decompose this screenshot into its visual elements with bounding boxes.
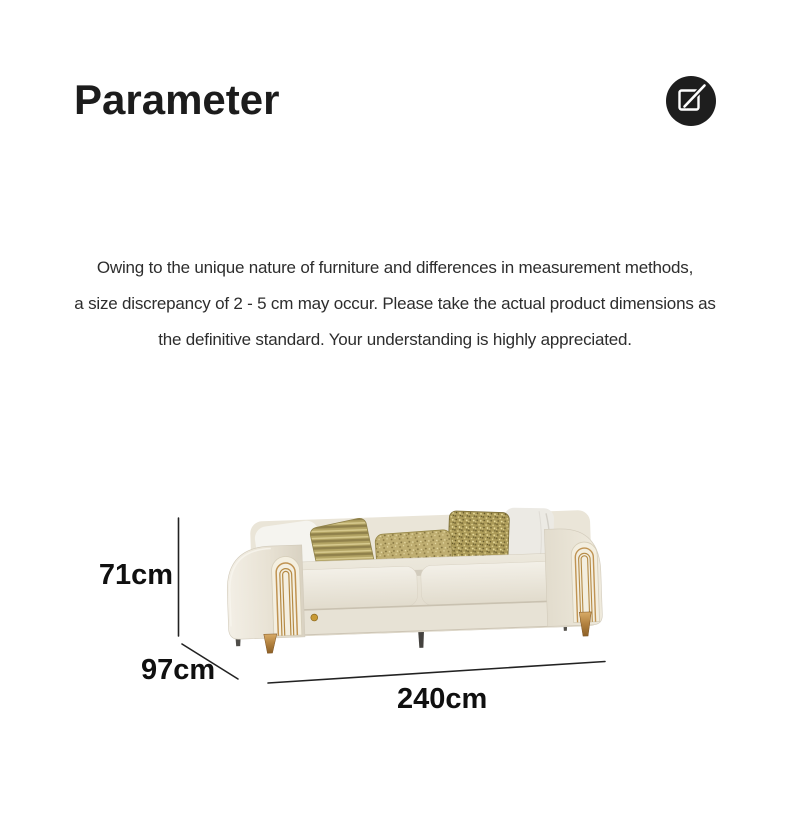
edit-compose-icon [666,76,716,126]
page-title: Parameter [74,76,280,123]
product-image [0,480,790,740]
disclaimer-line-2: a size discrepancy of 2 - 5 cm may occur. Please take the actual product dimensions as [74,294,716,313]
disclaimer-text [0,250,790,358]
disclaimer-line-3: the definitive standard. Your understanding is highly appreciated. [158,330,632,349]
height-dimension-label: 71cm [98,559,173,591]
disclaimer-line-1: Owing to the unique nature of furniture and differences in measurement methods, [96,258,694,277]
edit-button[interactable] [666,76,716,126]
depth-dimension-label: 97cm [141,654,216,686]
brand-badge [311,614,318,621]
width-dimension-label: 240cm [397,683,488,715]
width-dimension-line [268,662,605,684]
sofa-illustration [225,504,604,654]
sofa-leg-front-left [264,634,278,653]
